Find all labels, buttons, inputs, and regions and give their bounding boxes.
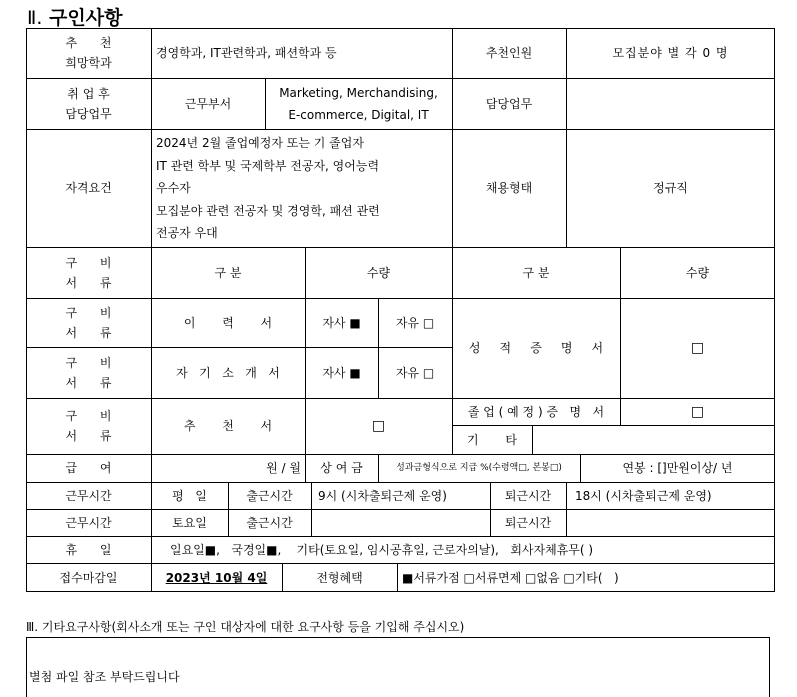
saturday-label: 토요일 bbox=[172, 515, 207, 530]
label-line: 서 류 bbox=[65, 275, 112, 290]
recommend-dept-value: 경영학과, IT관련학과, 패션학과 등 bbox=[156, 46, 337, 60]
work-hours-label: 근무시간 bbox=[65, 515, 112, 530]
benefit-options: ■서류가점 □서류면제 □없음 □기타( ) bbox=[402, 570, 619, 585]
section-roman: Ⅱ. bbox=[27, 7, 43, 29]
section-title-text: 구인사항 bbox=[49, 7, 123, 29]
label-line: 서 류 bbox=[65, 429, 112, 443]
graduation-cert-label: 졸 업 ( 예 정 ) 증 명 서 bbox=[467, 404, 605, 419]
transcript-checkbox[interactable]: □ bbox=[690, 340, 705, 356]
recommend-count-value: 모집분야 별 각 0 명 bbox=[612, 46, 729, 60]
resume-own-form-checkbox[interactable]: 자사 ■ bbox=[322, 315, 361, 330]
label-line: 구 비 bbox=[65, 355, 112, 370]
employment-type-label: 채용형태 bbox=[485, 181, 533, 195]
recommendation-letter-checkbox[interactable]: □ bbox=[371, 418, 386, 434]
label-line: 서 류 bbox=[65, 375, 112, 390]
docs-col-qty-1: 수량 bbox=[366, 265, 391, 280]
docs-row2-label bbox=[26, 347, 151, 398]
weekday-label: 평 일 bbox=[172, 488, 207, 503]
deadline-date: 2023년 10월 4일 bbox=[165, 570, 268, 585]
saturday-end-value[interactable] bbox=[575, 509, 773, 536]
holiday-label: 휴 일 bbox=[65, 542, 112, 557]
resume-free-form-checkbox[interactable]: 자유 □ bbox=[395, 315, 435, 330]
section3-body: 별첨 파일 참조 부탁드립니다 bbox=[29, 670, 180, 684]
label-line: 구 비 bbox=[65, 305, 112, 320]
cover-letter-free-form-checkbox[interactable]: 자유 □ bbox=[395, 365, 435, 380]
qualification-line: 전공자 우대 bbox=[156, 226, 218, 240]
label-line: 구 비 bbox=[65, 409, 112, 423]
field-line: E-commerce, Digital, IT bbox=[288, 107, 429, 122]
qualification-line: IT 관련 학부 및 국제학부 전공자, 영어능력 bbox=[156, 158, 380, 173]
label-line: 추 천 bbox=[65, 36, 112, 50]
qualification-label: 자격요건 bbox=[65, 181, 112, 195]
docs-header-label bbox=[26, 247, 151, 298]
bonus-label: 상 여 금 bbox=[320, 461, 363, 475]
other-docs-value[interactable] bbox=[537, 425, 773, 454]
duty-value[interactable] bbox=[566, 78, 775, 129]
weekday-end-value: 18시 (시차출퇴근제 운영) bbox=[575, 488, 712, 503]
section-title bbox=[27, 3, 122, 30]
employment-type-value: 정규직 bbox=[653, 181, 688, 195]
deadline-label: 접수마감일 bbox=[59, 570, 118, 585]
resume-label: 이 력 서 bbox=[183, 315, 273, 330]
graduation-cert-checkbox[interactable]: □ bbox=[690, 403, 705, 420]
label-line: 담당업무 bbox=[65, 106, 112, 121]
saturday-start-value[interactable] bbox=[318, 509, 488, 536]
docs-row1-label bbox=[26, 298, 151, 347]
label-line: 구 비 bbox=[65, 255, 112, 270]
work-dept-label: 근무부서 bbox=[184, 96, 232, 111]
other-docs-label: 기 타 bbox=[467, 432, 517, 447]
qualification-list bbox=[156, 132, 450, 245]
annual-salary: 연봉 : []만원이상/ 년 bbox=[622, 461, 733, 475]
qualification-line: 모집분야 관련 전공자 및 경영학, 패션 관련 bbox=[156, 203, 380, 218]
recommendation-letter-label: 추 천 서 bbox=[183, 419, 273, 433]
docs-col-category-1: 구 분 bbox=[214, 265, 242, 280]
cover-letter-label: 자 기 소 개 서 bbox=[176, 365, 280, 380]
label-line: 서 류 bbox=[65, 325, 112, 340]
docs-col-qty-2: 수량 bbox=[685, 265, 710, 280]
bonus-note: 성과금형식으로 지급 %(수령액□, 본봉□) bbox=[396, 463, 562, 473]
recommend-dept-label bbox=[26, 28, 151, 78]
qualification-line: 우수자 bbox=[156, 181, 191, 195]
saturday-start-label: 출근시간 bbox=[246, 515, 293, 530]
docs-col-category-2: 구 분 bbox=[522, 265, 550, 280]
weekday-start-value: 9시 (시차출퇴근제 운영) bbox=[318, 488, 447, 503]
qualification-line: 2024년 2월 졸업예정자 또는 기 졸업자 bbox=[156, 136, 364, 150]
label-line: 취 업 후 bbox=[67, 86, 110, 101]
saturday-end-label: 퇴근시간 bbox=[504, 515, 552, 530]
work-field-value bbox=[265, 78, 452, 129]
transcript-label: 성 적 증 명 서 bbox=[468, 341, 604, 355]
duty-label: 담당업무 bbox=[485, 96, 533, 111]
label-line: 희망학과 bbox=[65, 56, 112, 70]
salary-unit: 원 / 월 bbox=[266, 461, 301, 475]
benefit-label: 전형혜택 bbox=[316, 570, 363, 585]
duty-row-label bbox=[26, 78, 151, 129]
docs-row3-label bbox=[26, 398, 151, 454]
cover-letter-own-form-checkbox[interactable]: 자사 ■ bbox=[322, 365, 361, 380]
field-line: Marketing, Merchandising, bbox=[279, 85, 438, 100]
weekday-end-label: 퇴근시간 bbox=[504, 488, 552, 503]
work-hours-label: 근무시간 bbox=[65, 488, 112, 503]
section3-heading: Ⅲ. 기타요구사항(회사소개 또는 구인 대상자에 대한 요구사항 등을 기입해 주십시오) bbox=[26, 620, 465, 634]
weekday-start-label: 출근시간 bbox=[246, 488, 293, 503]
recommend-count-label: 추천인원 bbox=[485, 46, 533, 60]
salary-label: 급 여 bbox=[65, 461, 112, 475]
holiday-value: 일요일■, 국경일■, 기타(토요일, 임시공휴일, 근로자의날), 회사자체휴무( ) bbox=[170, 542, 594, 557]
